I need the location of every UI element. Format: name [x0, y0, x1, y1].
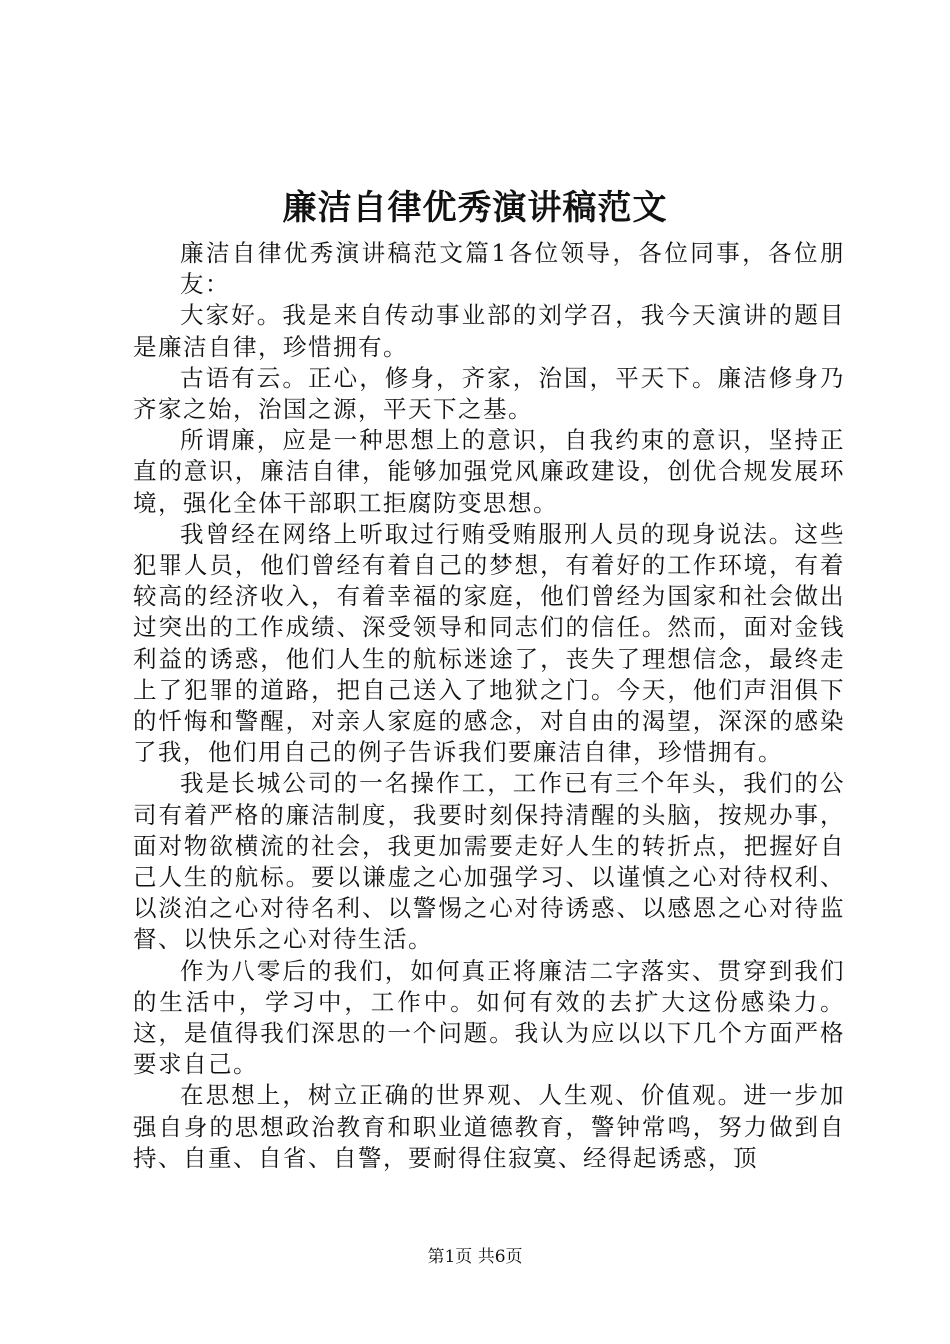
paragraph-company: 我是长城公司的一名操作工，工作已有三个年头，我们的公司有着严格的廉洁制度，我要时刻保持清醒的头脑，按规办事，面对物欲横流的社会，我更加需要走好人生的转折点，把握好自己人生的航标。要以谦虚之心加强学习、以谨慎之心对待权利、以淡泊之心对待名利、以警惕之心对待诱惑、以感恩之心对待监督、以快乐之心对待生活。 [133, 769, 845, 954]
paragraph-greeting: 大家好。我是来自传动事业部的刘学召，我今天演讲的题目是廉洁自律，珍惜拥有。 [133, 301, 845, 361]
paragraph-definition: 所谓廉，应是一种思想上的意识，自我约束的意识，坚持正直的意识，廉洁自律，能够加强党风廉政建设，创优合规发展环境，强化全体干部职工拒腐防变思想。 [133, 426, 845, 517]
paragraph-proverb: 古语有云。正心，修身，齐家，治国，平天下。廉洁修身乃齐家之始，治国之源，平天下之基。 [133, 363, 845, 424]
paragraph-intro: 廉洁自律优秀演讲稿范文篇1各位领导，各位同事，各位朋友： [180, 239, 845, 299]
document-title: 廉洁自律优秀演讲稿范文 [282, 188, 668, 228]
paragraph-thought: 在思想上，树立正确的世界观、人生观、价值观。进一步加强自身的思想政治教育和职业道德教育，警钟常鸣，努力做到自持、自重、自省、自警，要耐得住寂寞、经得起诱惑，顶 [133, 1081, 845, 1172]
paragraph-generation: 作为八零后的我们，如何真正将廉洁二字落实、贯穿到我们的生活中，学习中，工作中。如何有效的去扩大这份感染力。这，是值得我们深思的一个问题。我认为应以以下几个方面严格要求自己。 [133, 956, 845, 1079]
document-body [133, 238, 845, 1174]
page-number-footer: 第1页 共6页 [427, 1247, 523, 1267]
paragraph-testimony: 我曾经在网络上听取过行贿受贿服刑人员的现身说法。这些犯罪人员，他们曾经有着自己的梦想，有着好的工作环境，有着较高的经济收入，有着幸福的家庭，他们曾经为国家和社会做出过突出的工作成绩、深受领导和同志们的信任。然而，面对金钱利益的诱惑，他们人生的航标迷途了，丧失了理想信念，最终走上了犯罪的道路，把自己送入了地狱之门。今天，他们声泪俱下的忏悔和警醒，对亲人家庭的感念，对自由的渴望，深深的感染了我，他们用自己的例子告诉我们要廉洁自律，珍惜拥有。 [133, 519, 845, 767]
